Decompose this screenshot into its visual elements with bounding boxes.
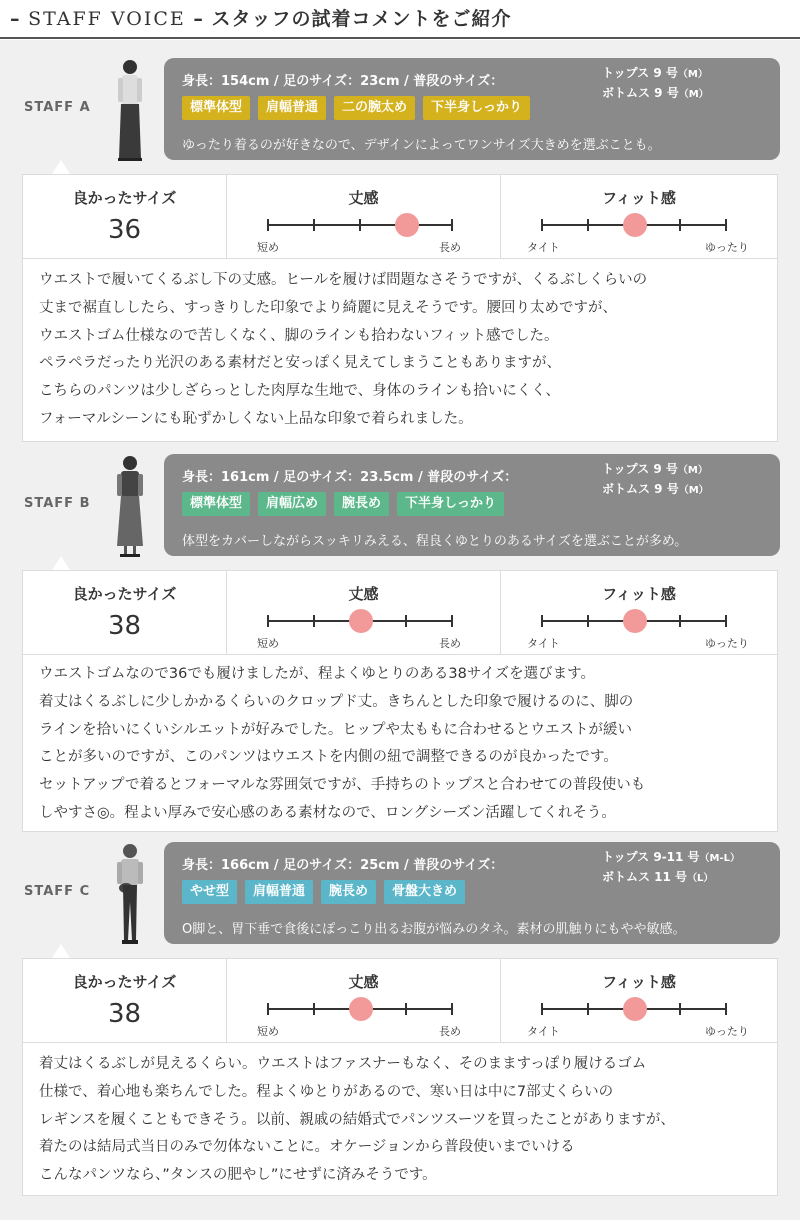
good-size-value: 36 [107,215,142,245]
fit-marker [623,609,647,633]
size-bottom: ボトムス 11 号 [602,870,688,884]
size-bottom-unit: （M） [678,89,709,100]
staff-comment [39,661,645,828]
length-cell [227,959,501,1043]
staff-name: STAFF A [24,100,91,115]
body-tag: 肩幅広め [258,492,326,516]
good-size-cell [23,175,227,259]
size-top-unit: （M） [677,69,708,80]
length-label: 丈感 [348,189,379,207]
length-scale [267,1003,453,1015]
review-panel [22,958,778,1196]
good-size-cell [23,959,227,1043]
long-label: 長め [439,241,461,254]
comment-line: ペラペラだったり光沢のある素材だと安っぽく見えてしまうこともありますが、 [39,355,561,372]
size-top: トップス 9 号 [602,462,678,476]
staff-stats: 身長：154cm / 足のサイズ：23cm / 普段のサイズ： [182,74,504,89]
fit-cell [501,571,777,655]
body-tag: 下半身しっかり [423,96,530,120]
staff-profile-bubble [164,454,780,556]
comment-line: 丈まで裾直ししたら、すっきりした印象でより綺麗に見えそうです。腰回り太めですが、 [39,299,617,316]
body-tag: 下半身しっかり [397,492,504,516]
staff-description: 体型をカバーしながらスッキリみえる、程良くゆとりのあるサイズを選ぶことが多め。 [182,534,688,549]
size-bottom: ボトムス 9 号 [602,86,679,100]
length-cell [227,571,501,655]
body-tag: 腕長め [321,880,376,904]
short-label: 短め [257,1025,279,1038]
length-label: 丈感 [348,973,379,991]
length-scale [267,219,453,231]
comment-line: こちらのパンツは少しざらっとした肉厚な生地で、身体のラインも拾いにくく、 [39,383,560,400]
comment-line: こんなパンツなら、”タンスの肥やし”にせずに済みそうです。 [39,1167,437,1184]
good-size-value: 38 [107,999,142,1029]
comment-line: 着丈はくるぶしが見えるくらい。ウエストはファスナーもなく、そのまますっぽり履けるゴム [39,1056,647,1072]
tight-label: タイト [527,241,560,254]
body-type-tags [182,492,504,516]
staff-name: STAFF B [24,496,91,511]
comment-line: ラインを拾いにくいシルエットが好みでした。ヒップや太ももに合わせるとウエストが緩い [39,721,632,738]
comment-line: ウエストゴムなので36でも履けましたが、程よくゆとりのある38サイズを選びます。 [39,666,595,682]
fit-label: フィット感 [602,973,676,991]
short-label: 短め [257,637,279,650]
size-top: トップス 9 号 [602,66,678,80]
comment-line: ことが多いのですが、このパンツはウエストを内側の紐で調整できるのが良かったです。 [39,749,618,766]
length-label: 丈感 [348,585,379,603]
staff-photo [112,842,148,946]
body-tag: 標準体型 [182,492,250,516]
long-label: 長め [439,637,461,650]
speech-tail [52,944,70,958]
length-marker [349,609,373,633]
rating-row [23,175,777,259]
body-tag: 骨盤大きめ [384,880,465,904]
size-bottom: ボトムス 9 号 [602,482,679,496]
comment-line: しやすさ◎。程よい厚みで安心感のある素材なので、ロングシーズン活躍してくれそう。 [39,804,616,821]
page-title: – STAFF VOICE – スタッフの試着コメントをご紹介 [10,8,512,30]
length-scale [267,615,453,627]
speech-tail [52,556,70,570]
size-bottom-unit: （M） [678,485,709,496]
good-size-label: 良かったサイズ [72,973,177,991]
size-top-unit: （M-L） [699,853,741,864]
review-panel [22,570,778,832]
comment-line: 仕様で、着心地も楽ちんでした。程よくゆとりがあるので、寒い日は中に7部丈くらいの [39,1083,614,1100]
tight-label: タイト [527,637,560,650]
comment-line: ウエストで履いてくるぶし下の丈感。ヒールを履けば問題なさそうですが、くるぶしくらいの [39,272,648,288]
speech-tail [52,160,70,174]
body-type-tags [182,96,530,120]
staff-photo [112,58,148,162]
loose-label: ゆったり [705,241,749,254]
staff-name: STAFF C [24,884,91,899]
length-marker [395,213,419,237]
body-tag: 二の腕太め [334,96,415,120]
comment-line: 着丈はくるぶしに少しかかるくらいのクロップド丈。きちんとした印象で履けるのに、脚の [39,693,634,710]
fit-cell [501,959,777,1043]
staff-comment [39,267,647,434]
body-tag: 腕長め [334,492,389,516]
title-en: STAFF VOICE [28,8,186,30]
usual-sizes [602,848,740,888]
fit-cell [501,175,777,259]
good-size-value: 38 [107,611,142,641]
long-label: 長め [439,1025,461,1038]
fit-label: フィット感 [602,189,676,207]
tight-label: タイト [527,1025,560,1038]
body-type-tags [182,880,465,904]
body-tag: 肩幅普通 [258,96,326,120]
comment-line: セットアップで着るとフォーマルな雰囲気ですが、手持ちのトップスと合わせての普段使いも [39,777,646,794]
size-top-unit: （M） [677,465,708,476]
body-tag: 標準体型 [182,96,250,120]
title-jp: スタッフの試着コメントをご紹介 [211,8,512,30]
size-bottom-unit: （L） [687,873,714,884]
usual-sizes [602,64,709,104]
comment-line: フォーマルシーンにも恥ずかしくない上品な印象で着られました。 [39,410,473,427]
staff-photo [112,454,148,558]
loose-label: ゆったり [705,1025,749,1038]
good-size-label: 良かったサイズ [72,189,177,207]
fit-marker [623,213,647,237]
length-marker [349,997,373,1021]
staff-comment [39,1051,675,1190]
staff-description: O脚と、胃下垂で食後にぽっこり出るお腹が悩みのタネ。素材の肌触りにもやや敏感。 [182,922,686,937]
usual-sizes [602,460,709,500]
staff-profile-bubble [164,58,780,160]
comment-line: レギンスを履くこともできそう。以前、親戚の結婚式でパンツスーツを買ったことがありますが、 [39,1111,675,1128]
fit-label: フィット感 [602,585,676,603]
rating-row [23,571,777,655]
body-tag: やせ型 [182,880,237,904]
review-panel [22,174,778,442]
rating-row [23,959,777,1043]
short-label: 短め [257,241,279,254]
fit-scale [541,615,727,627]
staff-description: ゆったり着るのが好きなので、デザインによってワンサイズ大きめを選ぶことも。 [182,138,661,153]
good-size-cell [23,571,227,655]
fit-scale [541,1003,727,1015]
staff-profile-bubble [164,842,780,944]
page-header [0,0,800,40]
header-divider [0,37,800,39]
comment-line: 着たのは結局式当日のみで勿体ないことに。オケージョンから普段使いまでいける [39,1139,575,1156]
size-top: トップス 9-11 号 [602,850,700,864]
body-tag: 肩幅普通 [245,880,313,904]
good-size-label: 良かったサイズ [72,585,177,603]
fit-scale [541,219,727,231]
length-cell [227,175,501,259]
loose-label: ゆったり [705,637,749,650]
staff-stats: 身長：161cm / 足のサイズ：23.5cm / 普段のサイズ： [182,470,518,485]
comment-line: ウエストゴム仕様なので苦しくなく、脚のラインも拾わないフィット感でした。 [39,327,559,344]
fit-marker [623,997,647,1021]
staff-stats: 身長：166cm / 足のサイズ：25cm / 普段のサイズ： [182,858,504,873]
